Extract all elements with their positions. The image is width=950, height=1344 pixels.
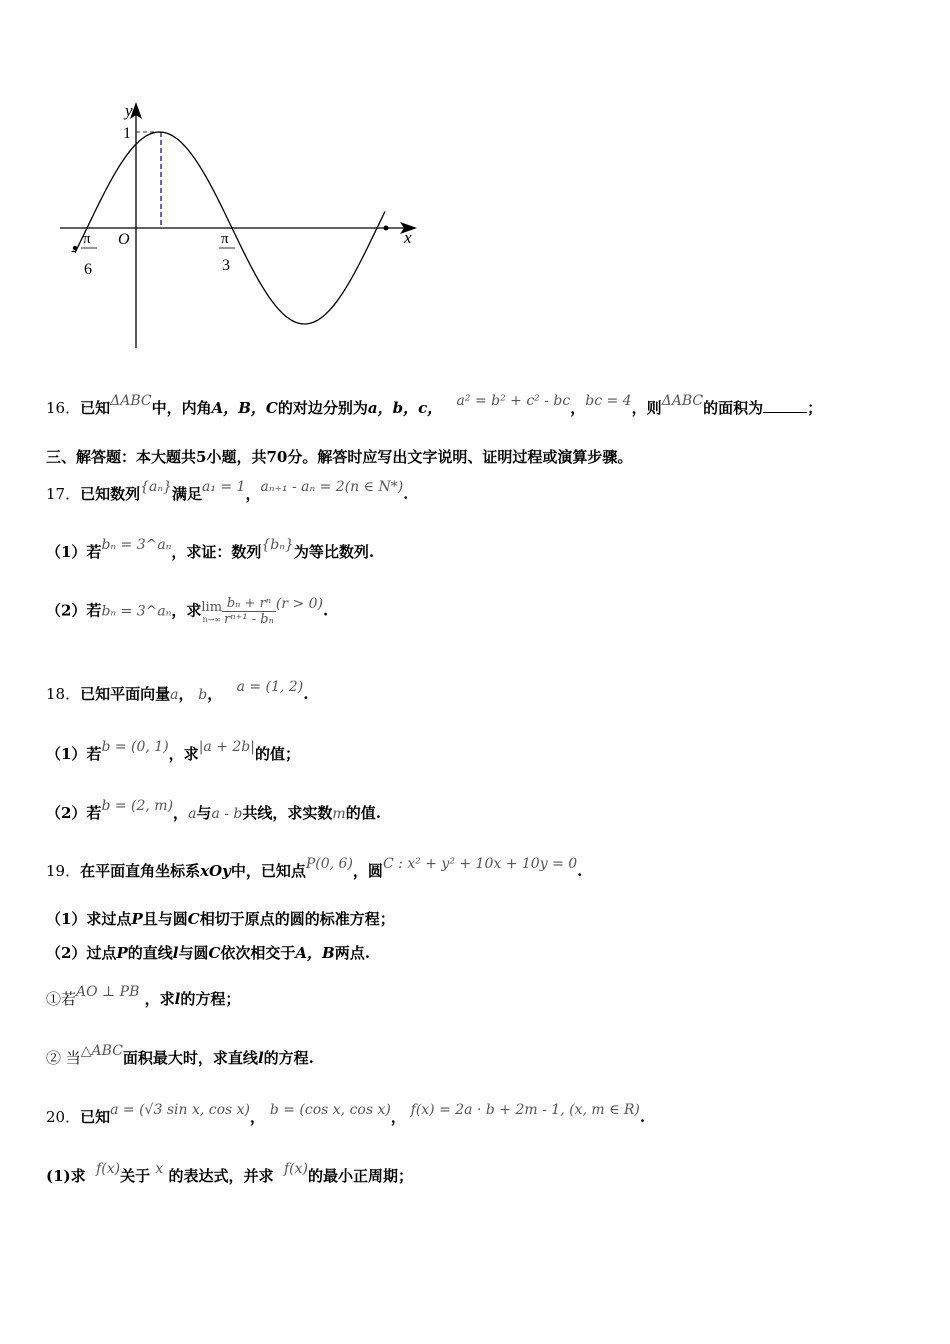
question-20-part-1: (1)求 f(x)关于 x 的表达式，并求 f(x)的最小正周期； [46, 1161, 413, 1185]
question-18-part-2: （2）若b = (2, m)，a与a - b共线，求实数m的值. [46, 798, 381, 822]
neg-pi-num: π [83, 231, 91, 247]
question-17-part-1: （1）若bₙ = 3^aₙ，求证：数列{bₙ}为等比数列. [46, 537, 375, 561]
right-endpoint [384, 226, 389, 231]
question-19-sub-1: ①若AO ⊥ PB ，求l的方程； [46, 984, 241, 1008]
question-18: 18．已知平面向量a， b， a = (1, 2). [46, 679, 309, 703]
question-17: 17．已知数列{aₙ}满足a₁ = 1，aₙ₊₁ - aₙ = 2(n ∈ N*). [46, 479, 409, 503]
x-label: x [404, 228, 412, 247]
question-18-part-1: （1）若b = (0, 1)，求|a + 2b|的值； [46, 739, 300, 763]
origin-label: O [118, 231, 130, 248]
y-label: y [125, 101, 133, 120]
question-19-part-2: （2）过点P的直线l与圆C依次相交于A，B两点. [46, 944, 370, 962]
answer-blank [763, 400, 807, 413]
triangle-abc: ΔABC [110, 393, 152, 409]
one-label: 1 [123, 125, 131, 142]
question-17-part-2: （2）若bₙ = 3^aₙ，求lim n→∞ $\frac{\text{bₙ + rⁿ}}{\text{rⁿ⁺¹ - bₙ}}$ (r > 0). [46, 595, 329, 627]
question-19-sub-2: ② 当△ABC面积最大时，求直线l的方程. [46, 1043, 314, 1067]
neg-pi-den: 6 [84, 261, 92, 278]
pi3-den: 3 [222, 257, 230, 274]
question-19-part-1: （1）求过点P且与圆C相切于原点的圆的标准方程； [46, 910, 395, 928]
section-3-heading: 三、解答题：本大题共5小题，共70分。解答时应写出文字说明、证明过程或演算步骤。 [46, 448, 633, 466]
pi3-num: π [221, 231, 229, 247]
question-16: 16．已知ΔABC中，内角A，B，C的对边分别为a，b，c， a² = b² + c² - bc，bc = 4，则ΔABC的面积为 ； [46, 393, 823, 417]
question-20: 20．已知a = (√3 sin x, cos x)， b = (cos x, cos x)， f(x) = 2a · b + 2m - 1, (x, m ∈ R). [46, 1102, 646, 1126]
sine-graph [55, 98, 425, 358]
neg-pi-sign: - [71, 242, 77, 259]
question-19: 19．在平面直角坐标系xOy中，已知点P(0, 6)，圆C : x² + y² + 10x + 10y = 0. [46, 856, 583, 880]
